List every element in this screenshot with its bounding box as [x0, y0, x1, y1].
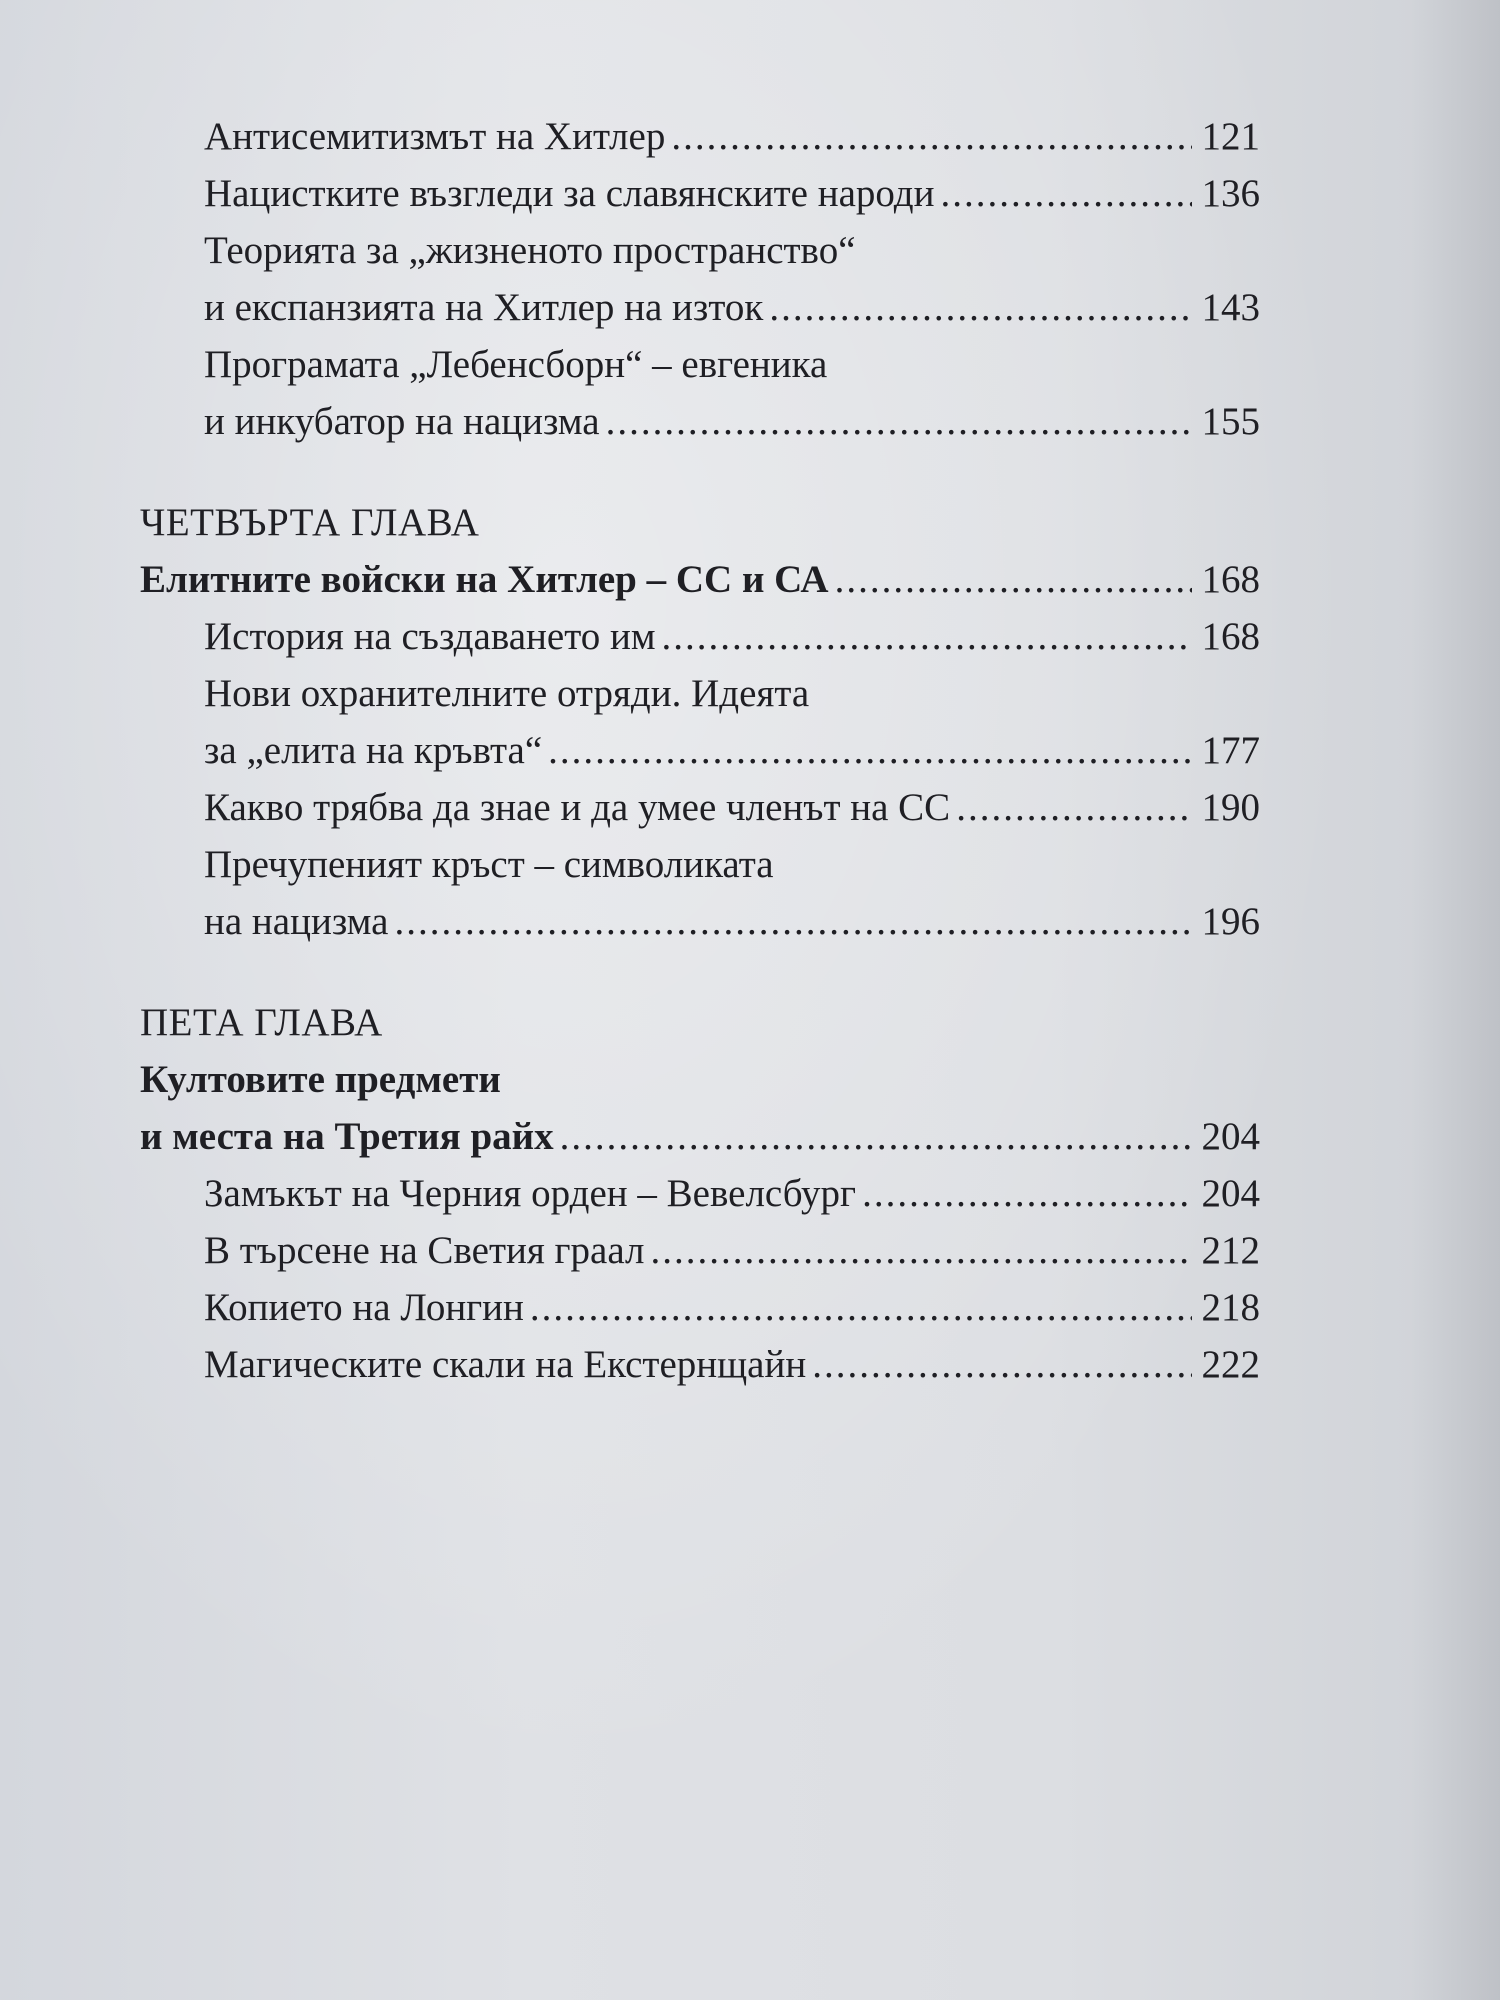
- chapter-label: ЧЕТВЪРТА ГЛАВА: [140, 501, 480, 544]
- toc-entry: [140, 608, 1260, 665]
- dot-leader: [662, 608, 1192, 665]
- dot-leader: [606, 393, 1192, 450]
- toc-entry-title: и експанзията на Хитлер на изток: [204, 286, 764, 329]
- toc-entry-page: 136: [1201, 172, 1260, 215]
- dot-leader: [769, 279, 1192, 336]
- dot-leader: [941, 165, 1192, 222]
- toc-entry-title: Програмата „Лебенсборн“ – евгеника: [204, 343, 828, 386]
- toc-entry-page: 212: [1201, 1229, 1260, 1272]
- dot-leader: [671, 108, 1192, 165]
- toc-entry-page: 143: [1201, 286, 1260, 329]
- toc-entry-title: В търсене на Светия граал: [204, 1229, 645, 1272]
- toc-entry-title: и инкубатор на нацизма: [204, 400, 600, 443]
- toc-entry-page: 155: [1201, 400, 1260, 443]
- dot-leader: [394, 893, 1192, 950]
- toc-entry: [140, 393, 1260, 450]
- toc-entry: [140, 279, 1260, 336]
- toc-entry-line: [140, 222, 1260, 279]
- toc-entry-title: Пречупеният кръст – символиката: [204, 843, 774, 886]
- toc-entry-line: [140, 336, 1260, 393]
- dot-leader: [650, 1222, 1192, 1279]
- toc-entry-title: Нацистките възгледи за славянските народи: [204, 172, 935, 215]
- toc-entry: [140, 1165, 1260, 1222]
- toc-entry-title: Замъкът на Черния орден – Вевелсбург: [204, 1172, 857, 1215]
- toc-entry: [140, 779, 1260, 836]
- dot-leader: [812, 1336, 1192, 1393]
- chapter-heading-page: 204: [1201, 1115, 1260, 1158]
- toc-entry-title: Магическите скали на Екстернщайн: [204, 1343, 807, 1386]
- toc-entry-title: на нацизма: [204, 900, 389, 943]
- toc-entry: [140, 1336, 1260, 1393]
- toc-entry-page: 177: [1201, 729, 1260, 772]
- dot-leader: [530, 1279, 1192, 1336]
- chapter-heading-line: [140, 1051, 1260, 1108]
- chapter-label: ПЕТА ГЛАВА: [140, 1001, 383, 1044]
- toc-entry-page: 196: [1201, 900, 1260, 943]
- toc-entry: [140, 1279, 1260, 1336]
- toc-entry: [140, 722, 1260, 779]
- toc-entry-page: 218: [1201, 1286, 1260, 1329]
- toc-entry-title: Теорията за „жизненото пространство“: [204, 229, 856, 272]
- toc-entry-title: Нови охранителните отряди. Идеята: [204, 672, 810, 715]
- toc-entry: [140, 165, 1260, 222]
- chapter-heading-page: 168: [1201, 558, 1260, 601]
- toc-entry-title: Какво трябва да знае и да умее членът на СС: [204, 786, 951, 829]
- toc-entry-title: Антисемитизмът на Хитлер: [204, 115, 666, 158]
- toc-entry-page: 168: [1201, 615, 1260, 658]
- dot-leader: [835, 551, 1192, 608]
- chapter-heading-title: Елитните войски на Хитлер – СС и СА: [140, 558, 829, 601]
- chapter-heading-title: и места на Третия райх: [140, 1115, 554, 1158]
- dot-leader: [956, 779, 1192, 836]
- dot-leader: [862, 1165, 1192, 1222]
- dot-leader: [560, 1108, 1192, 1165]
- toc-entry-page: 204: [1201, 1172, 1260, 1215]
- chapter-heading: [140, 551, 1260, 608]
- toc-entry-line: [140, 836, 1260, 893]
- table-of-contents: [140, 108, 1260, 1393]
- toc-entry-page: 121: [1201, 115, 1260, 158]
- toc-entry: [140, 1222, 1260, 1279]
- dot-leader: [548, 722, 1192, 779]
- toc-entry-page: 222: [1201, 1343, 1260, 1386]
- toc-entry-title: История на създаването им: [204, 615, 656, 658]
- toc-entry-line: [140, 665, 1260, 722]
- toc-entry: [140, 108, 1260, 165]
- toc-entry: [140, 893, 1260, 950]
- toc-entry-title: за „елита на кръвта“: [204, 729, 543, 772]
- toc-entry-title: Копието на Лонгин: [204, 1286, 524, 1329]
- chapter-heading-title: Култовите предмети: [140, 1058, 501, 1101]
- chapter-heading: [140, 1108, 1260, 1165]
- toc-entry-page: 190: [1201, 786, 1260, 829]
